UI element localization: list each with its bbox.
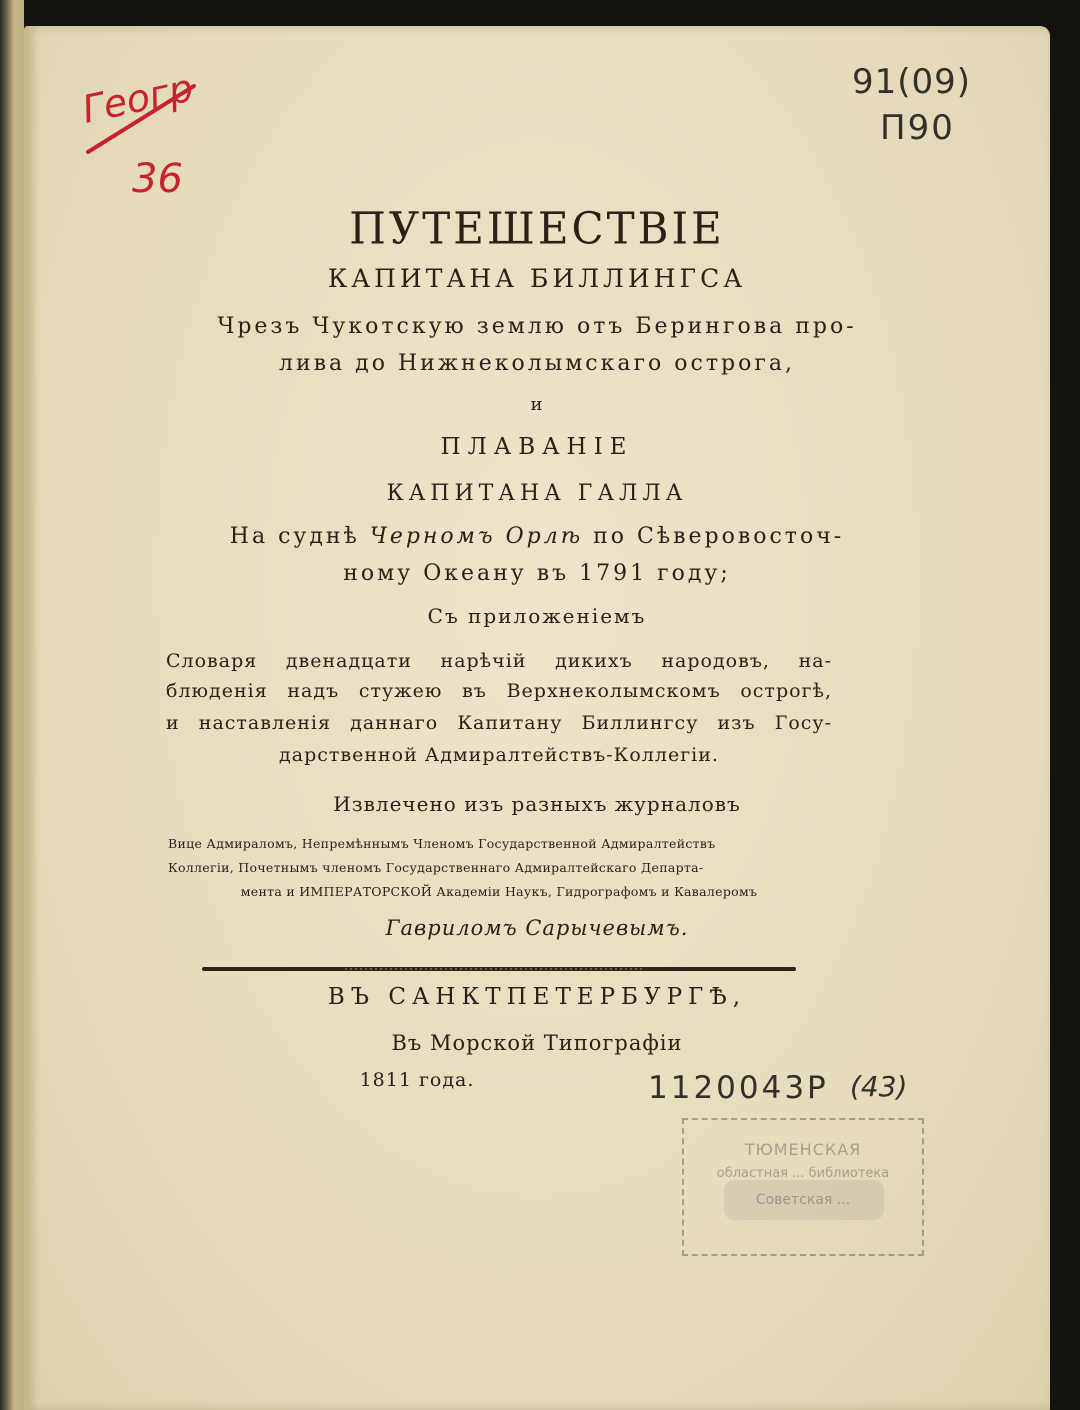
author-ranks-line-2: Коллегіи, Почетнымъ членомъ Государственнаго Адмиралтейскаго Департа- xyxy=(168,860,704,875)
stamp-line-1: ТЮМЕНСКАЯ xyxy=(744,1140,862,1159)
appendix-line-1: Словаря двенадцати нарѣчій дикихъ народовъ, на- xyxy=(166,650,832,672)
author-ranks-line-3: мента и ИМПЕРАТОРСКОЙ Академіи Наукъ, Гидрографомъ и Кавалеромъ xyxy=(240,884,758,899)
route-line-2: лива до Нижнеколымскаго острога, xyxy=(279,351,795,376)
ship-line-1 xyxy=(24,524,1050,549)
ship-line-1-end: по Сѣверовосточ- xyxy=(593,524,845,549)
captain-hall-heading: КАПИТАНА ГАЛЛА xyxy=(386,481,688,506)
shelf-mark-line-1: 91(09) xyxy=(852,62,972,102)
appendix-heading: Съ приложеніемъ xyxy=(427,604,647,628)
conjunction: и xyxy=(530,394,544,415)
appendix-line-2: блюденія надъ стужею въ Верхнеколымскомъ острогѣ, xyxy=(166,680,832,702)
red-library-mark xyxy=(76,60,206,200)
appendix-line-4: дарственной Адмиралтействъ-Коллегіи. xyxy=(279,744,719,766)
library-stamp xyxy=(682,1118,924,1256)
ship-name: Черномъ Орлѣ xyxy=(369,524,584,549)
ship-line-2: ному Океану въ 1791 году; xyxy=(343,561,731,586)
main-title: ПУТЕШЕСТВІЕ xyxy=(349,202,725,255)
extracted-line: Извлечено изъ разныхъ журналовъ xyxy=(333,792,741,816)
stamp-line-2: областная ... библиотека xyxy=(716,1166,890,1181)
inventory-suffix: (43) xyxy=(850,1070,908,1103)
book-spine-edge xyxy=(0,0,24,1410)
voyage-heading: ПЛАВАНІЕ xyxy=(440,434,634,460)
imprint-press: Въ Морской Типографіи xyxy=(391,1031,683,1055)
inventory-number: 1120043Р xyxy=(648,1070,829,1106)
title-page xyxy=(24,26,1050,1410)
imprint-year: 1811 года. xyxy=(359,1069,475,1091)
author-name: Гавриломъ Сарычевымъ. xyxy=(385,916,689,940)
stamp-line-3: Советская ... xyxy=(755,1192,851,1208)
imprint-city: ВЪ САНКТПЕТЕРБУРГѢ, xyxy=(327,984,747,1010)
red-mark-text-2: 36 xyxy=(132,156,183,200)
route-line-1: Чрезъ Чукотскую землю отъ Берингова про- xyxy=(217,314,857,339)
decorative-rule xyxy=(202,967,796,971)
ship-line-1-start: На суднѣ xyxy=(229,524,360,549)
appendix-line-3: и наставленія даннаго Капитану Биллингсу изъ Госу- xyxy=(166,712,832,734)
red-mark-text-1: Геогр xyxy=(78,65,197,132)
author-ranks-line-1: Вице Адмираломъ, Непремѣннымъ Членомъ Государственной Адмиралтействъ xyxy=(168,836,716,851)
subtitle: КАПИТАНА БИЛЛИНГСА xyxy=(327,264,747,293)
shelf-mark-line-2: П90 xyxy=(880,108,955,148)
